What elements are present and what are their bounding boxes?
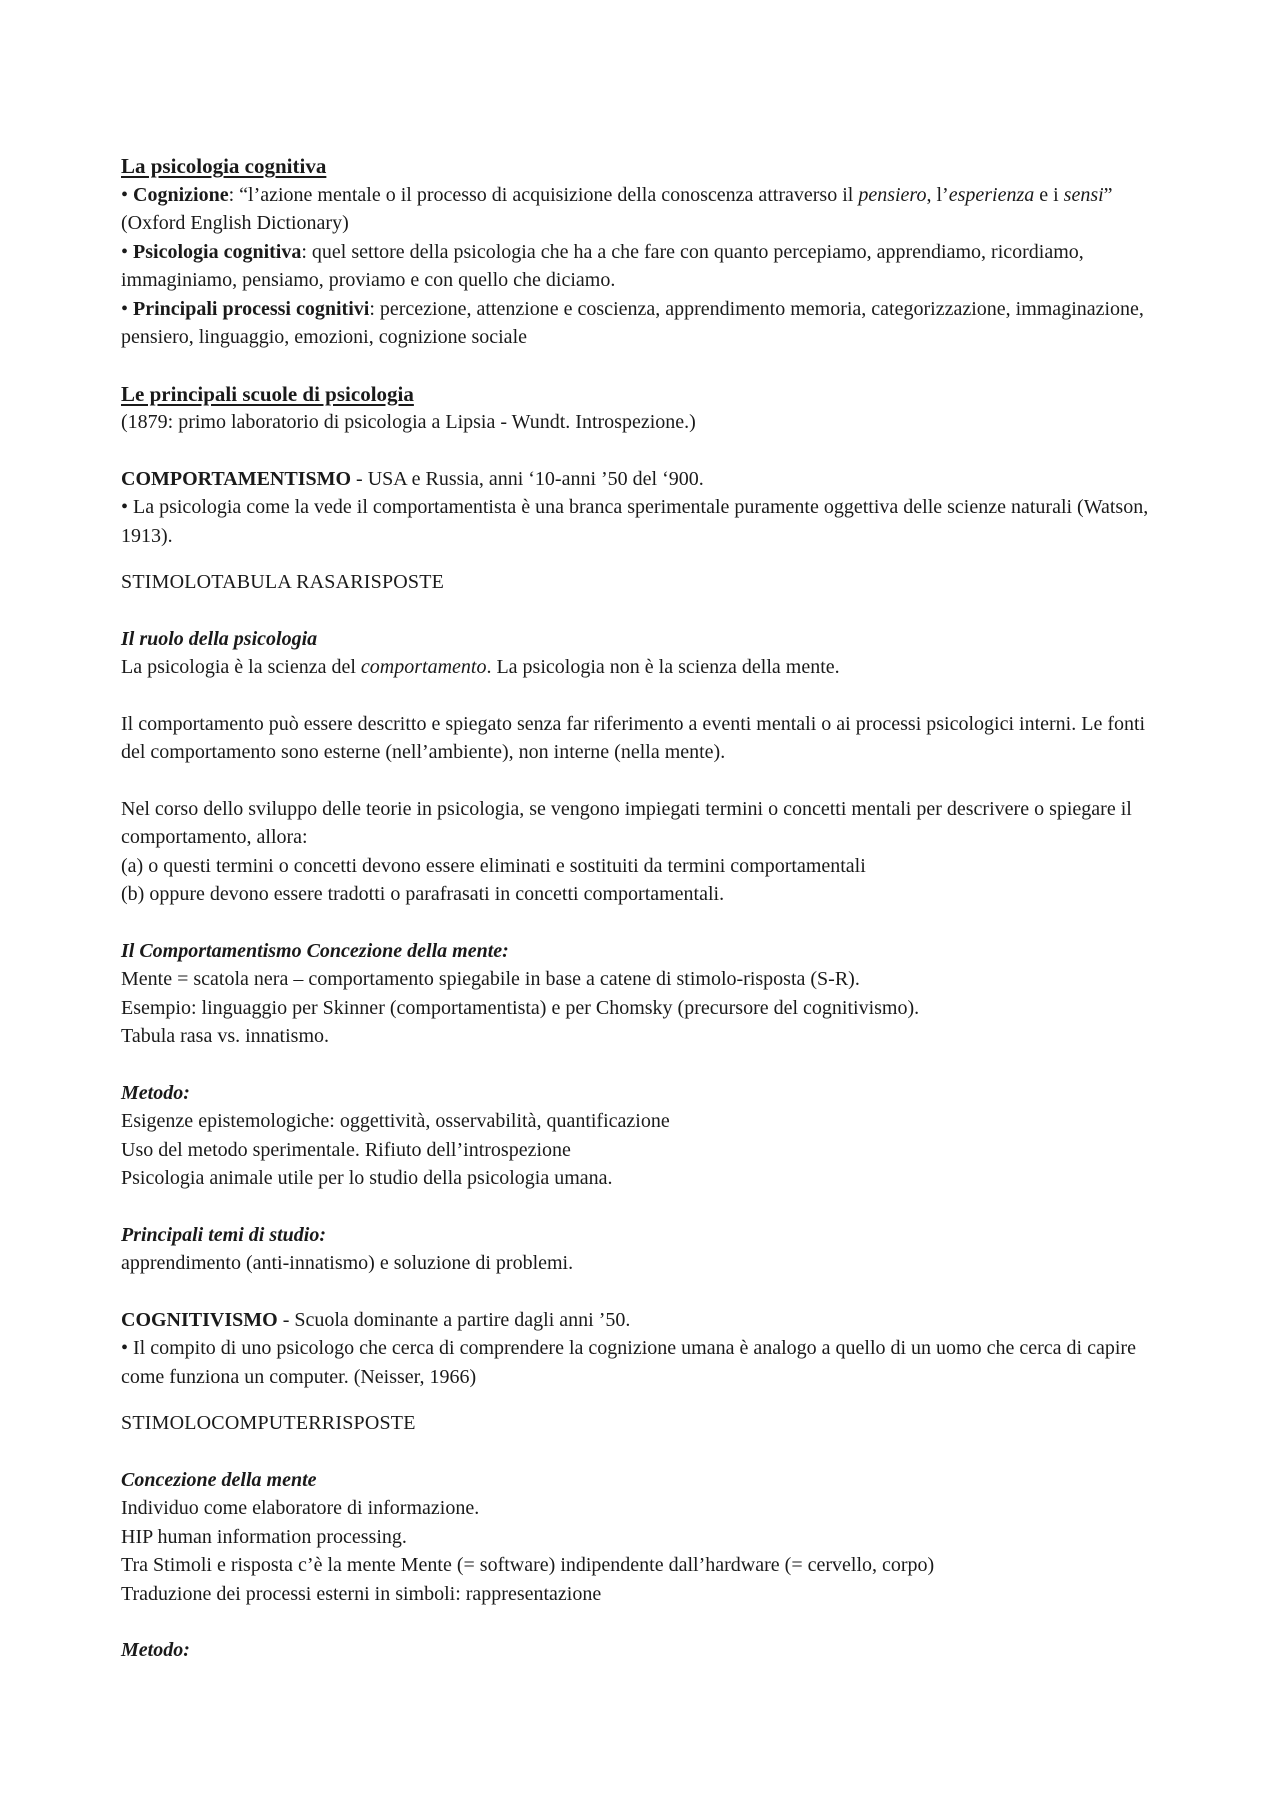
- temi-line-1: apprendimento (anti-innatismo) e soluzione di problemi.: [121, 1252, 574, 1274]
- heading-psicologia-cognitiva: La psicologia cognitiva: [121, 154, 327, 178]
- spacer: [121, 1193, 1161, 1221]
- note-wundt: (1879: primo laboratorio di psicologia a Lipsia - Wundt. Introspezione.): [121, 411, 696, 433]
- spacer: [121, 1608, 1161, 1636]
- cog-mente-line-1: Individuo come elaboratore di informazione.: [121, 1497, 480, 1519]
- spacer: [121, 437, 1161, 465]
- subheading-concezione-mente-cog: Concezione della mente: [121, 1468, 317, 1491]
- cog-mente-line-3: Tra Stimoli e risposta c’è la mente Mente (= software) indipendente dall’hardware (= cervello, corpo): [121, 1554, 935, 1576]
- subheading-concezione-mente: Il Comportamentismo Concezione della mente:: [121, 939, 509, 962]
- spacer: [121, 352, 1161, 380]
- metodo-line-3: Psicologia animale utile per lo studio della psicologia umana.: [121, 1167, 613, 1189]
- comportamentismo-title: COMPORTAMENTISMO - USA e Russia, anni ‘10-anni ’50 del ‘900.: [121, 467, 704, 490]
- cog-mente-line-4: Traduzione dei processi esterni in simboli: rappresentazione: [121, 1582, 602, 1605]
- term-psicologia-cognitiva: Psicologia cognitiva: [133, 240, 302, 263]
- mente-line-1: Mente = scatola nera – comportamento spiegabile in base a catene di stimolo-risposta (S-R).: [121, 968, 860, 990]
- bullet-cognizione: • Cognizione: “l’azione mentale o il processo di acquisizione della conoscenza attraverso il pensiero, l’esperienza e i sensi” (Oxford English Dictionary): [121, 183, 1113, 234]
- bullet-processi-cognitivi: • Principali processi cognitivi: percezione, attenzione e coscienza, apprendimento memoria, categorizzazione, immaginazione, pensiero, linguaggio, emozioni, cognizione sociale: [121, 297, 1144, 348]
- spacer: [121, 550, 1161, 568]
- spacer: [121, 1051, 1161, 1079]
- comportamentismo-diagram-text: STIMOLOTABULA RASARISPOSTE: [121, 571, 445, 593]
- cog-mente-line-2: HIP human information processing.: [121, 1525, 407, 1548]
- document-page: [121, 152, 1161, 1665]
- paragraph-comportamento: Il comportamento può essere descritto e spiegato senza far riferimento a eventi mentali o ai processi psicologici interni. Le fonti del comportamento sono esterne (nell’ambiente), non interne (nella mente).: [121, 712, 1146, 763]
- comportamentismo-quote: • La psicologia come la vede il comportamentista è una branca sperimentale puramente oggettiva delle scienze naturali (Watson, 1913).: [121, 496, 1149, 547]
- spacer: [121, 1391, 1161, 1409]
- paragraph-teorie-a: (a) o questi termini o concetti devono essere eliminati e sostituiti da termini comportamentali: [121, 854, 866, 877]
- subheading-temi-studio: Principali temi di studio:: [121, 1223, 327, 1246]
- spacer: [121, 597, 1161, 625]
- term-processi-cognitivi: Principali processi cognitivi: [133, 297, 370, 320]
- heading-scuole-psicologia: Le principali scuole di psicologia: [121, 381, 414, 406]
- mente-line-3: Tabula rasa vs. innatismo.: [121, 1025, 329, 1047]
- spacer: [121, 1278, 1161, 1306]
- cognitivismo-diagram-text: STIMOLOCOMPUTERRISPOSTE: [121, 1412, 416, 1434]
- bullet-psicologia-cognitiva: • Psicologia cognitiva: quel settore della psicologia che ha a che fare con quanto percepiamo, apprendiamo, ricordiamo, immaginiamo, pensiamo, proviamo e con quello che diciamo.: [121, 240, 1084, 291]
- spacer: [121, 1438, 1161, 1466]
- metodo-line-1: Esigenze epistemologiche: oggettività, osservabilità, quantificazione: [121, 1110, 670, 1132]
- subheading-metodo: Metodo:: [121, 1081, 190, 1104]
- subheading-metodo-cog: Metodo:: [121, 1639, 190, 1661]
- spacer: [121, 682, 1161, 710]
- spacer: [121, 767, 1161, 795]
- cognitivismo-quote: • Il compito di uno psicologo che cerca di comprendere la cognizione umana è analogo a quello di un uomo che cerca di capire come funziona un computer. (Neisser, 1966): [121, 1337, 1136, 1388]
- paragraph-teorie-b: (b) oppure devono essere tradotti o parafrasati in concetti comportamentali.: [121, 883, 725, 905]
- mente-line-2: Esempio: linguaggio per Skinner (comportamentista) e per Chomsky (precursore del cognitivismo).: [121, 996, 920, 1019]
- cognitivismo-title: COGNITIVISMO - Scuola dominante a partire dagli anni ’50.: [121, 1308, 631, 1331]
- paragraph-teorie: Nel corso dello sviluppo delle teorie in psicologia, se vengono impiegati termini o concetti mentali per descrivere o spiegare il comportamento, allora:: [121, 797, 1132, 848]
- ruolo-text: La psicologia è la scienza del comportamento. La psicologia non è la scienza della mente.: [121, 656, 840, 678]
- spacer: [121, 909, 1161, 937]
- term-cognizione: Cognizione: [133, 183, 229, 206]
- metodo-line-2: Uso del metodo sperimentale. Rifiuto dell’introspezione: [121, 1138, 571, 1161]
- subheading-ruolo-psicologia: Il ruolo della psicologia: [121, 627, 318, 650]
